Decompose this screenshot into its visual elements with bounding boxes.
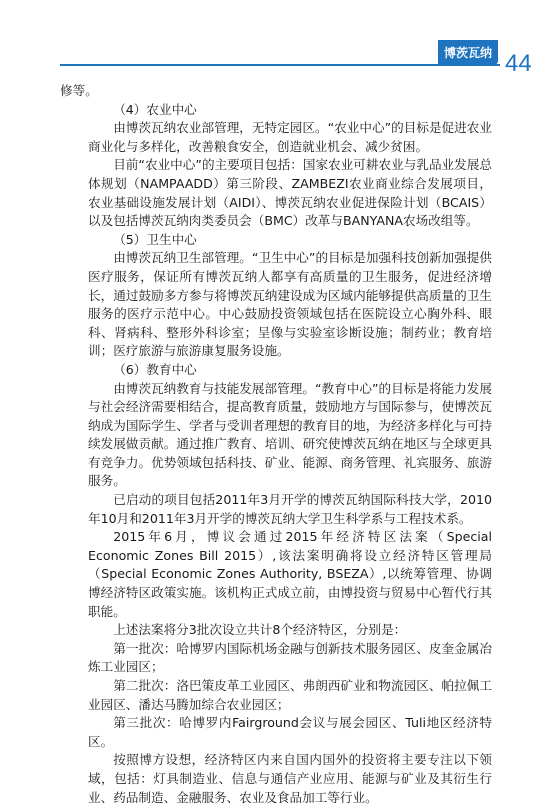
list-item-batch-1: 第一批次：哈博罗内国际机场金融与创新技术服务园区、皮奎金属冶炼工业园区； bbox=[88, 640, 492, 675]
page-number: 44 bbox=[505, 50, 532, 77]
paragraph: 由博茨瓦纳教育与技能发展部管理。“教育中心”的目标是将能力发展与社会经济需要相结合，提高教育质量，鼓励地方与国际参与，使博茨瓦纳成为国际学生、学者与受训者理想的教育目的地，为经济多样化与可持续发展做贡献。通过推广教育、培训、研究使博茨瓦纳在地区与全球更具有竞争力。优势领域包括科技、矿业、能源、商务管理、礼宾服务、旅游服务。 bbox=[88, 380, 492, 489]
paragraph: 由博茨瓦纳农业部管理，无特定园区。“农业中心”的目标是促进农业商业化与多样化，改善粮食安全，创造就业机会、减少贫困。 bbox=[88, 120, 492, 154]
subheading-agriculture: （4）农业中心 bbox=[113, 101, 197, 117]
list-item-batch-3: 第三批次：哈博罗内Fairground会议与展会园区、Tuli地区经济特区。 bbox=[88, 715, 492, 749]
subheading-health: （5）卫生中心 bbox=[113, 231, 197, 247]
list-item-batch-2: 第二批次：洛巴策皮革工业园区、弗朗西矿业和物流园区、帕拉佩工业园区、潘达马腾加综合农业园区； bbox=[88, 678, 492, 712]
section-title-tab bbox=[438, 40, 498, 65]
paragraph: 已启动的项目包括2011年3月开学的博茨瓦纳国际科技大学，2010年10月和2011年3月开学的博茨瓦纳大学卫生科学系与工程技术系。 bbox=[88, 492, 492, 526]
paragraph: 目前“农业中心”的主要项目包括：国家农业可耕农业与乳品业发展总体规划（NAMPAADD）第三阶段、ZAMBEZI农业商业综合发展项目，农业基础设施发展计划（AIDI）、博茨瓦纳农业促进保险计划（BCAIS）以及包括博茨瓦纳肉类委员会（BMC）改革与BANYANA农场改组等。 bbox=[88, 157, 492, 229]
subheading-education: （6）教育中心 bbox=[113, 361, 197, 377]
paragraph: 2015年6月，博议会通过2015年经济特区法案（Special Economic Zones Bill 2015）,该法案明确将设立经济特区管理局（Special Economic Zones Authority, BSEZA）,以统筹管理、协调博经济特区政策实施。该机构正式成立前，由博投资与贸易中心暂代行其职能。 bbox=[88, 529, 492, 619]
paragraph: 上述法案将分3批次设立共计8个经济特区，分别是： bbox=[113, 622, 407, 638]
section-title: 博茨瓦纳 bbox=[443, 46, 492, 60]
paragraph: 修等。 bbox=[60, 83, 98, 98]
paragraph: 按照博方设想，经济特区内来自国内国外的投资将主要专注以下领域，包括：灯具制造业、信息与通信产业应用、能源与矿业及其衍生行业、药品制造、金融服务、农业及食品加工等行业。 bbox=[88, 752, 492, 805]
page-body bbox=[60, 82, 492, 807]
paragraph: 由博茨瓦纳卫生部管理。“卫生中心”的目标是加强科技创新加强提供医疗服务，保证所有博茨瓦纳人都享有高质量的卫生服务，促进经济增长，通过鼓励多方参与将博茨瓦纳建设成为区域内能够提供高质量的卫生服务的医疗示范中心。中心鼓励投资领域包括在医院设立心胸外科、眼科、肾病科、整形外科诊室；呈像与实验室诊断设施；制药业；教育培训；医疗旅游与旅游康复服务设施。 bbox=[88, 250, 492, 359]
header-divider bbox=[60, 64, 500, 66]
